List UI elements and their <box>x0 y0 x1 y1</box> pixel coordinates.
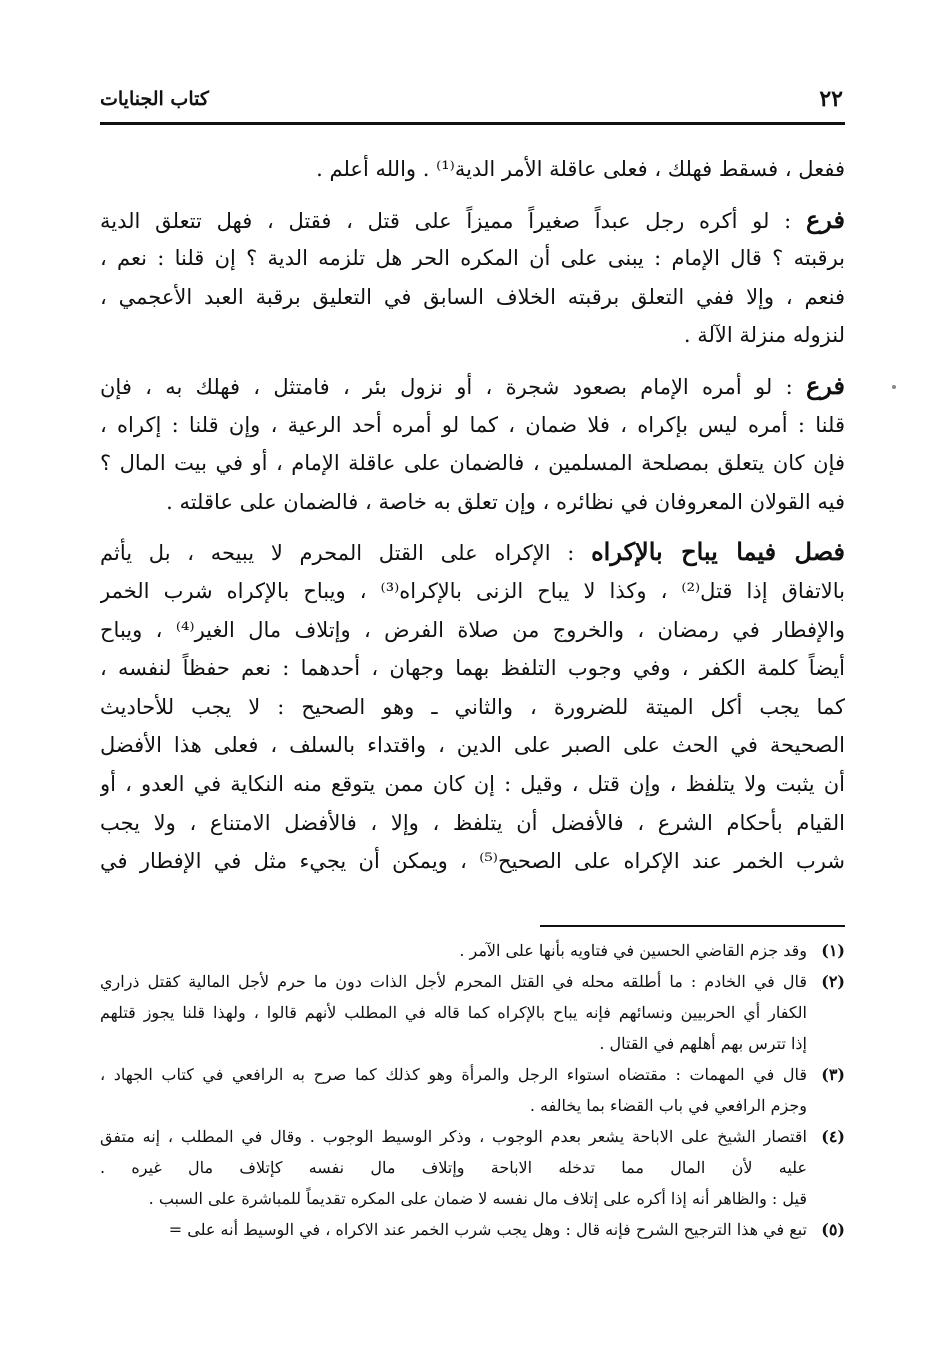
text-line <box>100 483 845 522</box>
line-text: بالاتفاق إذا قتل⁽²⁾ ، وكذا لا يباح الزنى بالإكراه⁽³⁾ ، ويباح بالإكراه شرب الخمر <box>100 578 845 603</box>
section-heading: فصل فيما يباح بالإكراه <box>591 537 845 567</box>
footnote-line: وجزم الرافعي في باب القضاء بما يخالفه . <box>529 1096 807 1115</box>
footnote-number: (٢) <box>821 972 845 991</box>
line-text: قلنا : أمره ليس بإكراه ، فلا ضمان ، كما لو أمره أحد الرعية ، وإن قلنا : إكراه ، <box>100 412 845 437</box>
line-text: فنعم ، وإلا ففي التعلق برقبته الخلاف السابق في التعليق برقبة العبد الأعجمي ، <box>100 284 845 309</box>
line-text: : الإكراه على القتل المحرم لا يبيحه ، بل يأثم <box>100 541 592 566</box>
line-text: الصحيحة في الحث على الصبر على الدين ، واقتداء بالسلف ، فعلى هذا الأفضل <box>100 733 845 758</box>
text-line <box>100 367 845 406</box>
footnote <box>100 935 845 966</box>
line-text: فيه القولان المعروفان في نظائره ، وإن تعلق به خاصة ، فالضمان على عاقلته . <box>166 489 845 514</box>
page-header <box>100 84 845 122</box>
text-line <box>100 726 845 765</box>
footnote-line: قال في المهمات : مقتضاه استواء الرجل والمرأة وهو كذلك كما صرح به الرافعي في كتاب الجهاد ، <box>100 1065 807 1084</box>
branch-heading: فرع <box>805 370 845 400</box>
footnote-line: عليه لأن المال مما تدخله الاباحة وإتلاف مال نفسه كإتلاف مال غيره . <box>100 1158 807 1177</box>
page-number: ٢٢ <box>819 86 843 112</box>
footnote <box>100 1059 845 1121</box>
line-text: برقبته ؟ قال الإمام : يبنى على أن المكره الحر هل تلزمه الدية ؟ إن قلنا : نعم ، <box>100 246 845 271</box>
footnote-line: الكفار أي الحربيين ونسائهم فإنه يباح بالإكراه كما قاله في المطلب لأنهم قالوا ، ولهذا قلنا يجوز قتلهم <box>100 1003 807 1022</box>
footnote-line: إذا تترس بهم أهلهم في القتال . <box>599 1034 807 1053</box>
line-text: فإن كان يتعلق بمصلحة المسلمين ، فالضمان على عاقلة الإمام ، أو في بيت المال ؟ <box>100 451 845 476</box>
paragraph-gap <box>100 189 845 201</box>
text-line <box>100 649 845 688</box>
paragraph-gap <box>100 521 845 533</box>
footnote-line: تبع في هذا الترجيح الشرح فإنه قال : وهل يجب شرب الخمر عند الاكراه ، في الوسيط أنه على = <box>168 1220 807 1239</box>
text-line <box>100 316 845 355</box>
text-line <box>100 444 845 483</box>
running-title: كتاب الجنايات <box>100 88 209 110</box>
text-line <box>100 688 845 727</box>
line-text: : لو أمره الإمام بصعود شجرة ، أو نزول بئر ، فامتثل ، فهلك به ، فإن <box>100 374 806 399</box>
text-line <box>100 201 845 240</box>
text-line <box>100 765 845 804</box>
header-rule <box>100 122 845 125</box>
footnote-number: (٥) <box>821 1220 845 1239</box>
text-line <box>100 572 845 611</box>
text-line <box>100 278 845 317</box>
text-line <box>100 611 845 650</box>
line-text: كما يجب أكل الميتة للضرورة ، والثاني ـ وهو الصحيح : لا يجب للأحاديث <box>100 694 845 719</box>
paragraph-gap <box>100 355 845 367</box>
footnote-rule <box>540 925 845 927</box>
text-line <box>100 533 845 572</box>
line-text: والإفطار في رمضان ، والخروج من صلاة الفرض ، وإتلاف مال الغير⁽⁴⁾ ، ويباح <box>100 617 845 642</box>
text-line <box>100 804 845 843</box>
footnote-line: اقتصار الشيخ على الاباحة يشعر بعدم الوجوب ، وذكر الوسيط الوجوب . وقال في المطلب ، إنه متفق <box>100 1127 807 1146</box>
branch-heading: فرع <box>805 204 845 234</box>
line-text: شرب الخمر عند الإكراه على الصحيح⁽⁵⁾ ، ويمكن أن يجيء مثل في الإفطار في <box>100 849 845 874</box>
text-line <box>100 239 845 278</box>
footnote-line: وقد جزم القاضي الحسين في فتاويه بأنها على الآمر . <box>459 941 807 960</box>
footnote <box>100 1121 845 1214</box>
footnotes <box>100 935 845 1245</box>
scan-speck <box>892 385 896 389</box>
footnote-line: قال في الخادم : ما أطلقه محله في القتل المحرم لأجل الذات دون ما حرم لأجل المالية كقتل ذراري <box>100 972 807 991</box>
main-text <box>100 150 845 881</box>
footnote-line: قيل : والظاهر أنه إذا أكره على إتلاف مال نفسه لا ضمان على المكره تقديماً للمباشرة على السبب . <box>148 1189 807 1208</box>
text-line <box>100 842 845 881</box>
footnote <box>100 1214 845 1245</box>
footnote <box>100 966 845 1059</box>
line-text: ففعل ، فسقط فهلك ، فعلى عاقلة الأمر الدية⁽¹⁾ . والله أعلم . <box>316 157 845 181</box>
footnote-number: (٣) <box>821 1065 845 1084</box>
line-text: أن يثبت ولا يتلفظ ، وإن قتل ، وقيل : إن كان ممن يتوقع منه النكاية في العدو ، أو <box>100 771 845 796</box>
footnote-number: (١) <box>821 941 845 960</box>
text-line <box>100 150 845 189</box>
line-text: : لو أكره رجل عبداً صغيراً مميزاً على قتل ، فقتل ، فهل تتعلق الدية <box>100 208 806 233</box>
line-text: أيضاً كلمة الكفر ، وفي وجوب التلفظ بهما وجهان ، أحدهما : نعم حفظاً لنفسه ، <box>100 656 845 681</box>
text-line <box>100 406 845 445</box>
line-text: القيام بأحكام الشرع ، فالأفضل أن يتلفظ ، وإلا ، فالأفضل الامتناع ، ولا يجب <box>100 810 845 835</box>
footnote-number: (٤) <box>821 1127 845 1146</box>
line-text: لنزوله منزلة الآلة . <box>683 323 845 348</box>
